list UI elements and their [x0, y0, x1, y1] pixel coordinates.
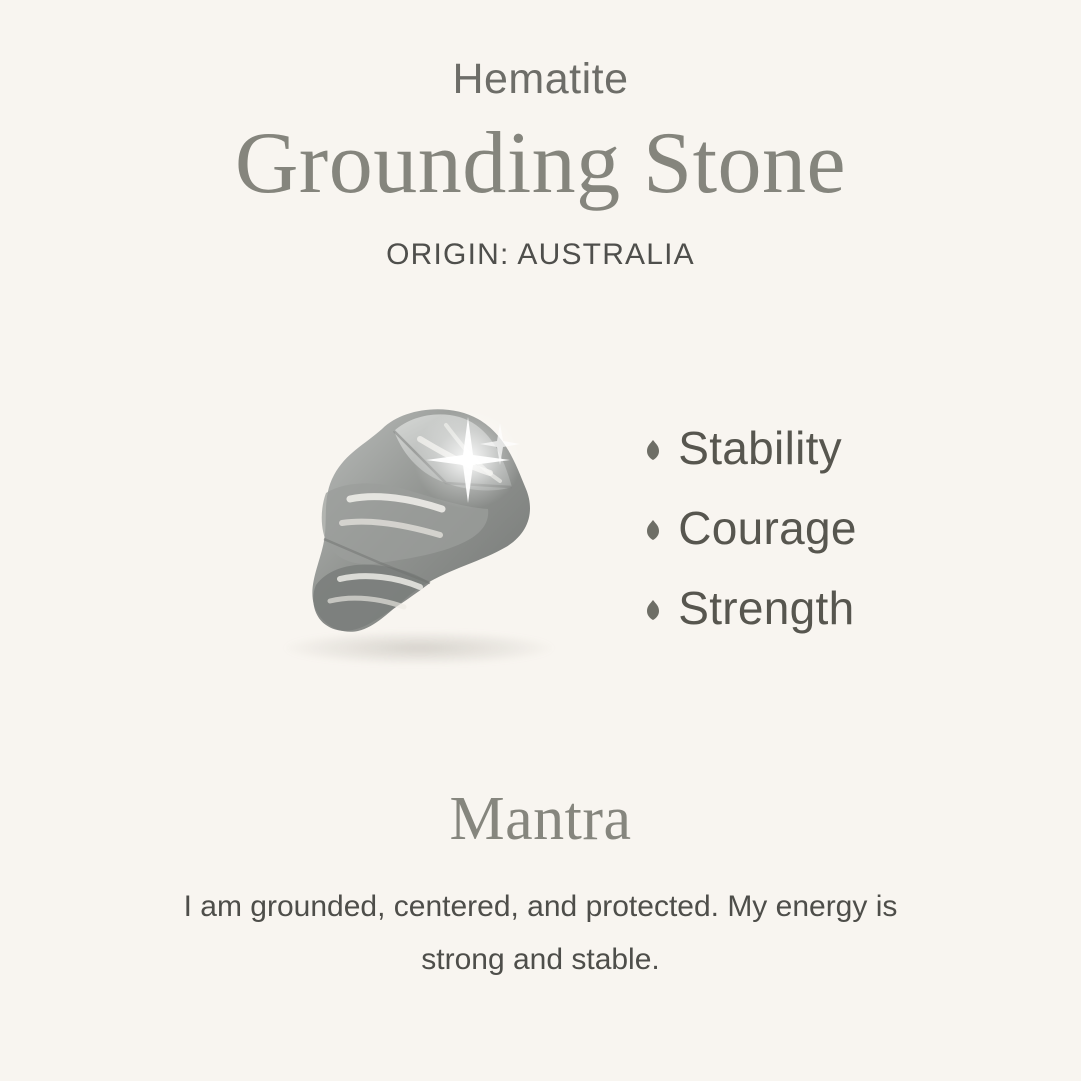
mantra-heading: Mantra	[449, 785, 632, 854]
leaf-bullet-icon	[644, 519, 662, 541]
benefit-label: Stability	[678, 422, 842, 475]
benefit-item	[644, 502, 857, 555]
benefit-label: Courage	[678, 502, 857, 555]
benefit-label: Strength	[678, 582, 855, 635]
stone-svg	[254, 373, 584, 673]
mantra-text: I am grounded, centered, and protected. My energy is strong and stable.	[183, 890, 898, 976]
mantra-section	[0, 784, 1081, 986]
stone-and-benefits-section	[0, 358, 1081, 688]
stone-name: Hematite	[452, 55, 629, 103]
benefits-list	[644, 415, 857, 635]
page-title: Grounding Stone	[234, 115, 847, 213]
hematite-stone-illustration	[254, 373, 584, 673]
leaf-bullet-icon	[644, 599, 662, 621]
benefit-item	[644, 582, 857, 635]
benefit-item	[644, 422, 857, 475]
card-header	[0, 0, 1081, 272]
leaf-bullet-icon	[644, 439, 662, 461]
origin-label: ORIGIN: AUSTRALIA	[386, 238, 695, 272]
